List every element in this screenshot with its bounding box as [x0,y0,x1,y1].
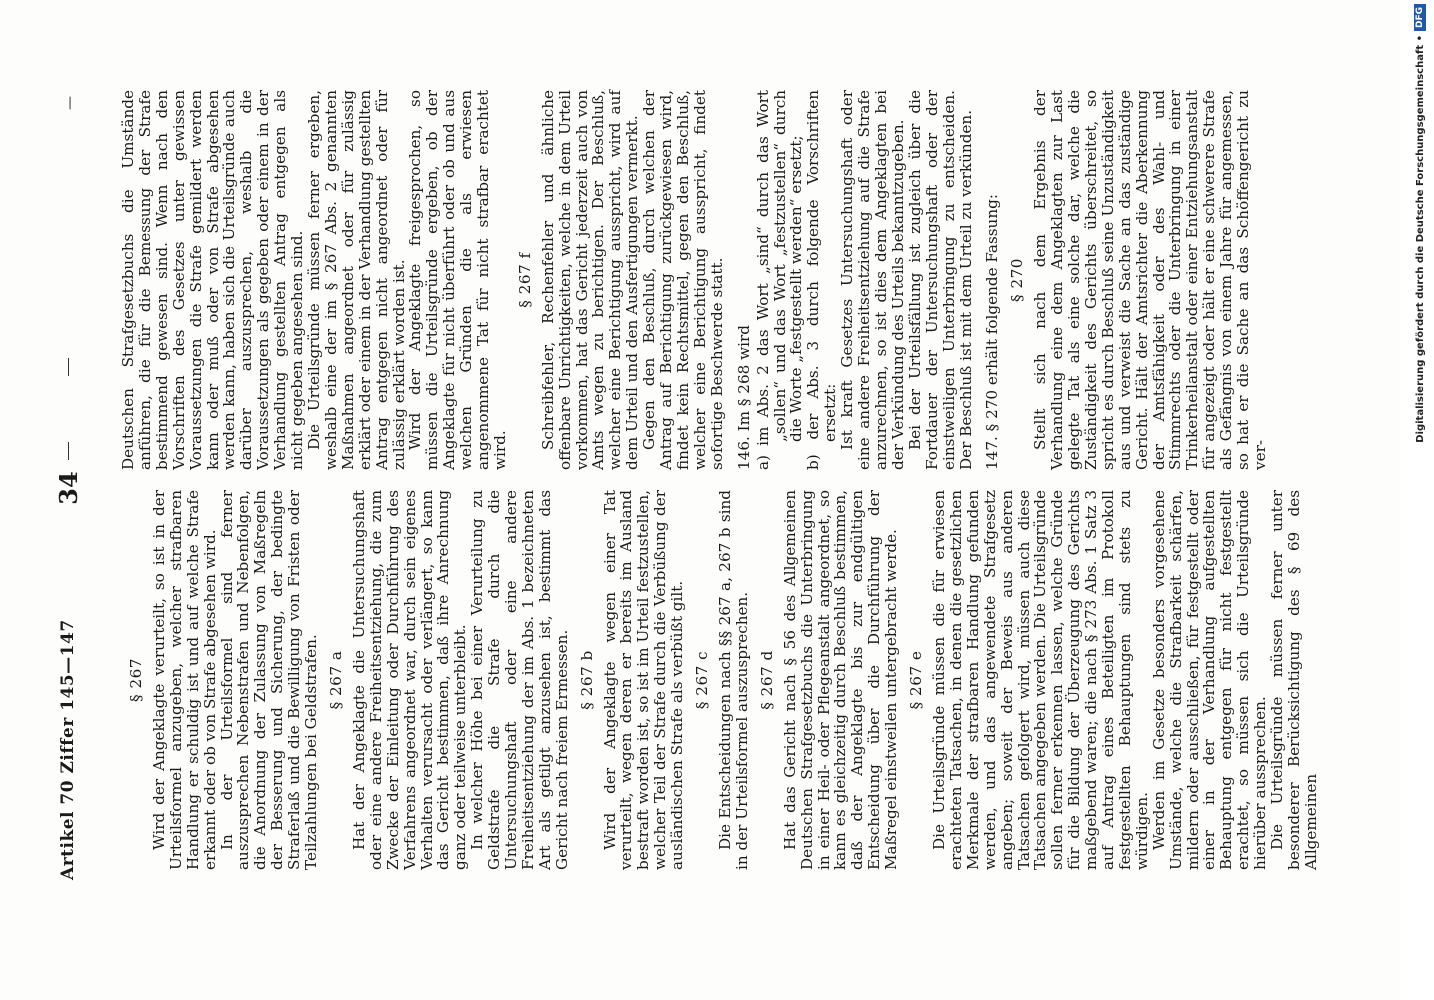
right-column [120,90,1269,470]
section-heading: § 267 f [515,252,534,308]
paragraph: Die Urteilsgründe müssen die für erwiesen erachteten Tatsachen, in denen die gesetzlichen Merkmale der strafbaren Handlung gefunden werden, und das angewendete Strafgesetz angeben; soweit der Beweis aus anderen Tatsachen gefolgert wird, müssen auch diese Tatsachen angegeben werden. Die Urteilsgründe sollen ferner erkennen lassen, welche Gründe für die Bildung der Überzeugung des Gerichts maßgebend waren; die nach § 273 Abs. 1 Satz 3 auf Antrag eines Beteiligten im Protokoll festgestellten Behauptungen sind stets zu würdigen. [929,490,1151,870]
credit-text: Digitalisierung gefördert durch die Deutsche Forschungsgemeinschaft • [1414,35,1426,443]
amendment-item: 147. § 270 erhält folgende Fassung: [983,194,1002,470]
paragraph: Wird der Angeklagte verurteilt, so ist in der Urteilsformel anzugeben, welcher strafbaren Handlung er schuldig ist und auf welche Strafe erkannt oder ob von Strafe abgesehen wird. [149,490,219,870]
amendment-item: 146. Im § 268 wird [734,325,753,470]
paragraph: Gegen den Beschluß, durch welchen der Antrag auf Berichtigung zurückgewiesen wird, findet kein Rechtsmittel, gegen den Beschluß, welcher eine Berichtigung ausspricht, findet sofortige Beschwerde statt. [640,90,726,470]
page-number: 34 [54,471,83,505]
paragraph: Schreibfehler, Rechenfehler und ähnliche offenbare Unrichtigkeiten, welche in dem Urteil vorkommen, hat das Gericht jederzeit auch von Amts wegen zu berichtigen. Der Beschluß, welcher eine Berichtigung ausspricht, wird auf dem Urteil und den Ausfertigungen vermerkt. [538,90,642,470]
running-head: Artikel 70 Ziffer 145—147 [58,619,78,880]
page-header [54,96,98,880]
section-heading: § 267 e [907,650,926,710]
header-dash [68,358,69,376]
section-heading: § 267 a [326,650,345,710]
paragraph: Wird der Angeklagte wegen einer Tat verurteilt, wegen deren er bereits im Ausland bestraft worden ist, so ist im Urteil festzustellen, welcher Teil der Strafe durch die Verbüßung der ausländischen Strafe als verbüßt gilt. [600,490,687,870]
paragraph: Stellt sich nach dem Ergebnis der Verhandlung eine dem Angeklagten zur Last gelegte Tat als eine solche dar, welche die Zuständigkeit des Gerichts überschreitet, so spricht es durch Beschluß seine Unzuständigkeit aus und verweist die Sache an das zuständige Gericht. Hält der Amtsrichter die Aberkennung der Amtsfähigkeit oder des Wahl- und Stimmrechts oder die Unterbringung in einer Trinkerheilanstalt oder einer Entziehungsanstalt für angezeigt oder hält er eine schwerere Strafe als Gefängnis von einem Jahre für angemessen, so hat er die Sache an das Schöffengericht zu ver- [1031,90,1269,470]
amendment-subitem: b) der Abs. 3 durch folgende Vorschriften ersetzt: [804,90,840,470]
digitization-credit [1410,0,1430,1000]
paragraph: Ist kraft Gesetzes Untersuchungshaft oder eine andere Freiheitsentziehung auf die Strafe anzurechnen, so ist dies dem Angeklagten bei der Verkündung des Urteils bekanntzugeben. [838,90,907,470]
paragraph: Die Urteilsgründe müssen ferner ergeben, weshalb eine der im § 267 Abs. 2 genannten Maßnahmen angeordnet oder für zulässig erklärt oder einem in der Verhandlung gestellten Antrag entgegen nicht angeordnet oder für zulässig erklärt worden ist. [304,90,408,470]
paragraph: In der Urteilsformel sind ferner auszusprechen Nebenstrafen und Nebenfolgen, die Anordnung der Zulassung von Maßregeln der Besserung und Sicherung, der bedingte Straferlaß und die Bewilligung von Fristen oder Teilzahlungen bei Geldstrafen. [217,490,321,870]
section-heading: § 267 c [693,650,712,710]
paragraph: Wird der Angeklagte freigesprochen, so müssen die Urteilsgründe ergeben, ob der Angeklagte für nicht überführt oder ob und aus welchen Gründen die als erwiesen angenommene Tat für nicht strafbar erachtet wird. [406,90,509,470]
paragraph: Hat der Angeklagte die Untersuchungshaft oder eine andere Freiheitsentziehung, die zum Zwecke der Einleitung oder Durchführung des Verfahrens angeordnet war, durch sein eigenes Verhalten verursacht oder verlängert, so kann das Gericht bestimmen, daß ihre Anrechnung ganz oder teilweise unterbleibt. [349,490,470,870]
amendment-subitem: a) im Abs. 2 das Wort „sind“ durch das Wort „sollen“ und das Wort „festzustellen“ durch die Worte „festgestellt werden“ ersetzt; [753,90,806,470]
paragraph: Bei der Urteilsfällung ist zugleich über die Fortdauer der Untersuchungshaft oder der einstweiligen Unterbringung zu entscheiden. Der Beschluß ist mit dem Urteil zu verkünden. [905,90,975,470]
section-heading: § 270 [1008,258,1027,302]
dfg-logo-icon: DFG [1414,4,1426,31]
paragraph: Werden im Gesetze besonders vorgesehene Umstände, welche die Strafbarkeit schärfen, mildern oder ausschließen, für festgestellt oder einer in der Verhandlung aufgestellten Behauptung entgegen für nicht festgestellt erachtet, so müssen sich die Urteilsgründe hierüber aussprechen. [1149,490,1270,870]
left-column [120,490,1320,870]
header-right-dash: — [62,96,78,110]
section-heading: § 267 d [757,650,776,710]
paragraph: In welcher Höhe bei einer Verurteilung zu Geldstrafe die Strafe durch die Untersuchungshaft oder eine andere Freiheitsentziehung der im Abs. 1 bezeichneten Art als getilgt anzusehen ist, bestimmt das Gericht nach freiem Ermessen. [468,490,571,870]
section-heading: § 267 b [577,650,596,710]
paragraph: Die Entscheidungen nach §§ 267 a, 267 b sind in der Urteilsformel auszusprechen. [716,490,751,870]
paragraph: Die Urteilsgründe müssen ferner unter besonderer Berücksichtigung des § 69 des Allgemeinen [1268,490,1320,870]
section-heading: § 267 [127,658,145,702]
paragraph: Hat das Gericht nach § 56 des Allgemeinen Deutschen Strafgesetzbuchs die Unterbringung in einer Heil- oder Pflegeanstalt angeordnet, so kann es gleichzeitig durch Beschluß bestimmen, daß der Angeklagte bis zur endgültigen Entscheidung über die Durchführung der Maßregel einstweilen untergebracht werde. [780,490,901,870]
paragraph: Deutschen Strafgesetzbuchs die Umstände anführen, die für die Bemessung der Strafe bestimmend gewesen sind. Wenn nach den Vorschriften des Gesetzes unter gewissen Voraussetzungen die Strafe gemildert werden kann oder muß oder von Strafe abgesehen werden kann, haben sich die Urteilsgründe auch darüber auszusprechen, weshalb die Voraussetzungen als gegeben oder einem in der Verhandlung gestellten Antrag entgegen als nicht gegeben angesehen sind. [119,90,307,470]
